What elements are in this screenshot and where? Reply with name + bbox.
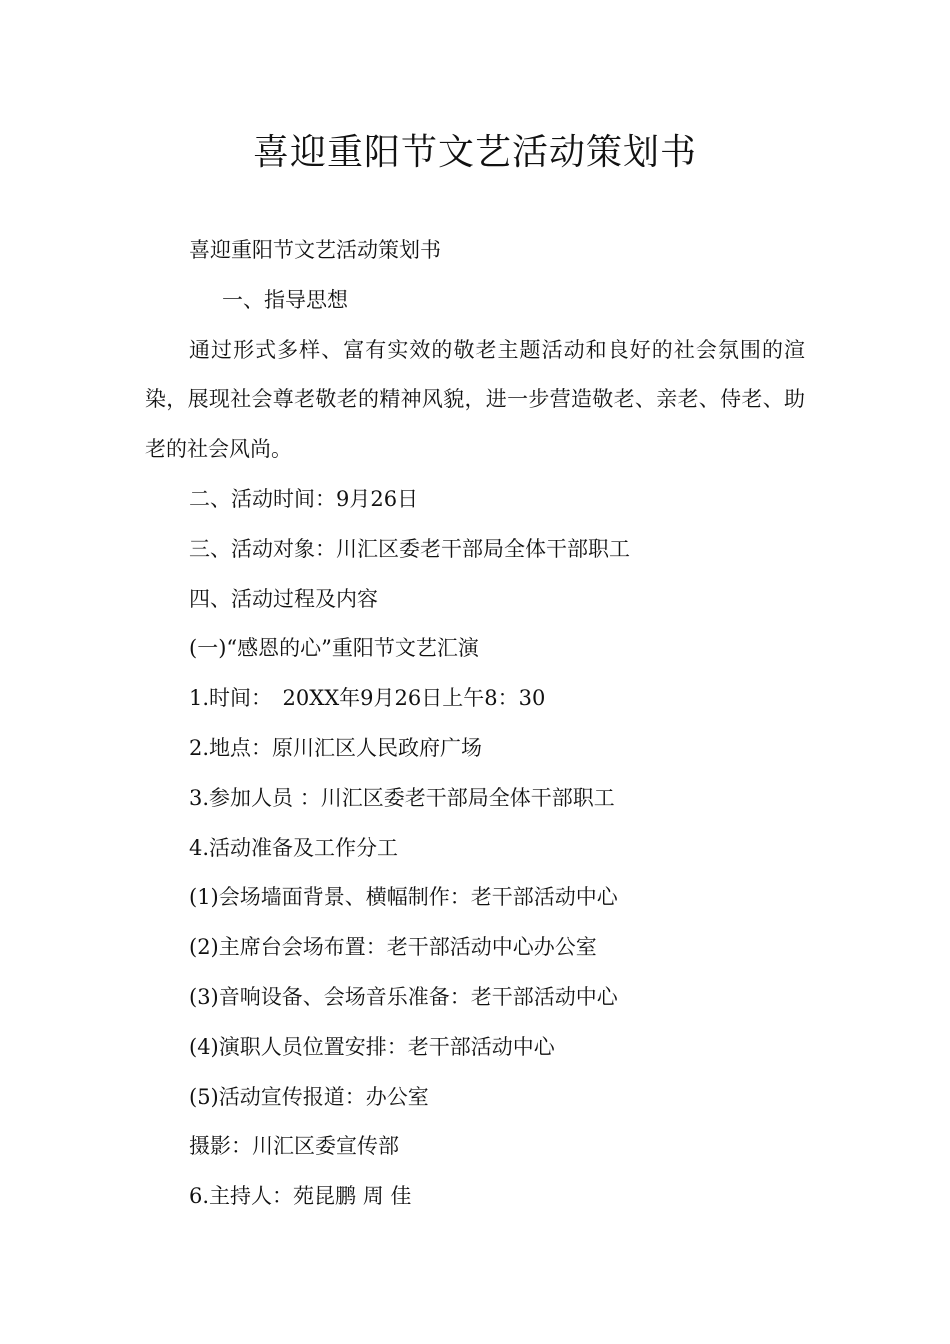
- task-publicity: (5)活动宣传报道：办公室: [189, 1084, 429, 1109]
- section-activity-process: 四、活动过程及内容: [189, 586, 378, 611]
- item-time: 1.时间： 20XX年9月26日上午8：30: [189, 686, 546, 711]
- section-heading-guiding-idea: 一、指导思想: [222, 287, 348, 312]
- task-stage: (2)主席台会场布置：老干部活动中心办公室: [189, 935, 597, 960]
- task-photography: 摄影：川汇区委宣传部: [189, 1134, 399, 1159]
- subtitle-line: 喜迎重阳节文艺活动策划书: [189, 238, 441, 262]
- document-body: [145, 226, 805, 1222]
- item-hosts: 6.主持人：苑昆鹏 周 佳: [189, 1184, 412, 1209]
- document-title: 喜迎重阳节文艺活动策划书: [252, 132, 697, 173]
- task-seating: (4)演职人员位置安排：老干部活动中心: [189, 1034, 555, 1059]
- item-preparation: 4.活动准备及工作分工: [189, 835, 399, 860]
- item-location: 2.地点：原川汇区人民政府广场: [189, 735, 483, 760]
- subsection-performance: (一)“感恩的心”重阳节文艺汇演: [189, 636, 479, 661]
- section-activity-target: 三、活动对象：川汇区委老干部局全体干部职工: [189, 536, 630, 561]
- task-backdrop: (1)会场墙面背景、横幅制作：老干部活动中心: [189, 885, 618, 910]
- guiding-idea-paragraph: 通过形式多样、富有实效的敬老主题活动和良好的社会氛围的渲染，展现社会尊老敬老的精神风貌，进一步营造敬老、亲老、侍老、助老的社会风尚。: [145, 337, 805, 462]
- task-audio: (3)音响设备、会场音乐准备：老干部活动中心: [189, 984, 618, 1009]
- section-activity-time: 二、活动时间：9月26日: [189, 486, 419, 511]
- item-participants: 3.参加人员 ：川汇区委老干部局全体干部职工: [189, 785, 615, 810]
